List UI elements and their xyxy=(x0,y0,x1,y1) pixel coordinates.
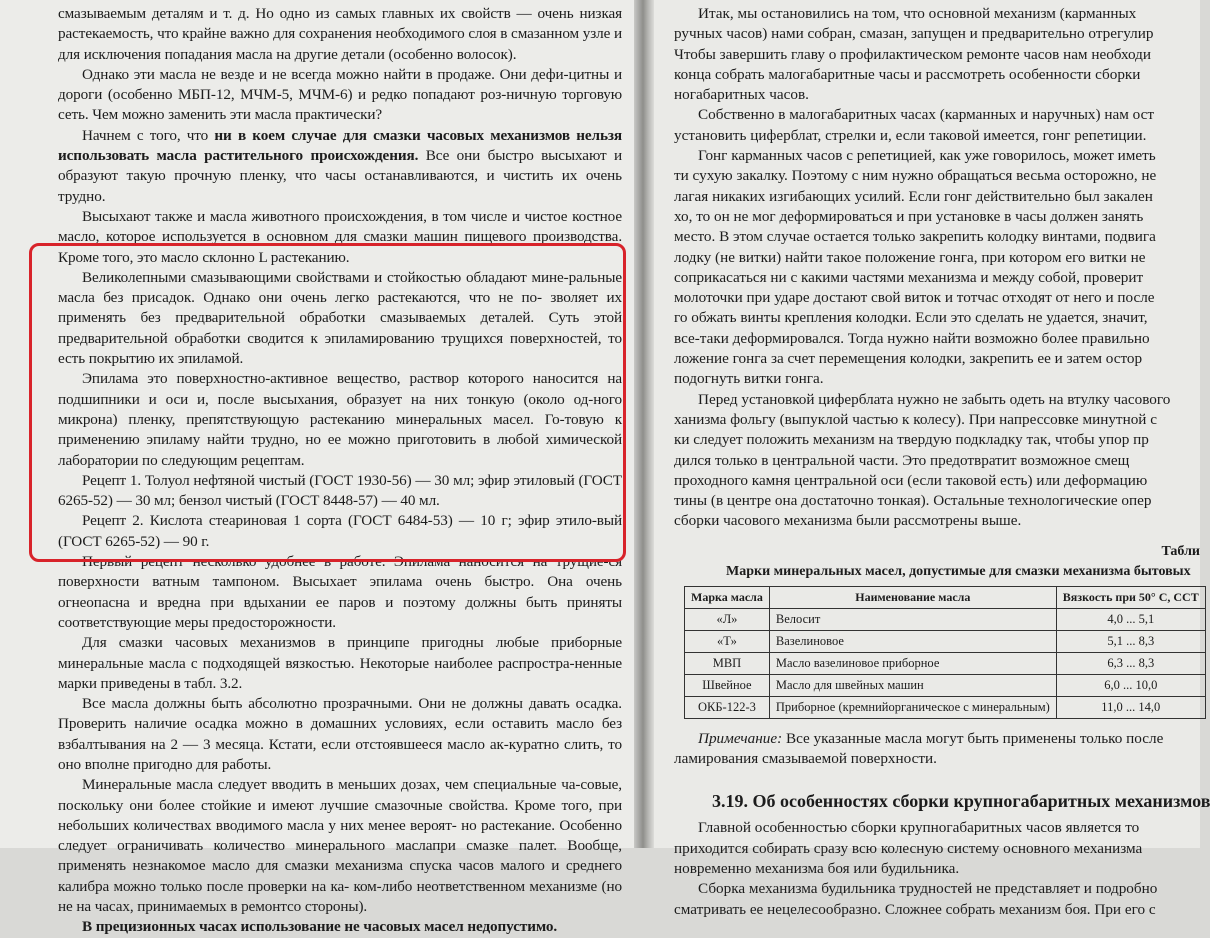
cell-viscosity: 11,0 ... 14,0 xyxy=(1056,696,1205,718)
para-l5-highlighted: Великолепными смазывающими свойствами и стойкостью обладают мине-ральные масла без присадок. Однако они очень легко растекаются, что не по- зволяет их применять без предварительной обработки смазываемых деталей. Суть этой предварительной обработки сводится к эпиламированию трущихся поверхностей, то есть покрытию их эпиламой. xyxy=(58,268,623,368)
right-text-column xyxy=(674,4,1210,920)
para-r1-l4: конца собрать малогабаритные часы и рассмотреть особенности сборки xyxy=(674,65,1141,83)
cell-grade: «Л» xyxy=(685,608,770,630)
para-r4-l4: дился только в центральной части. Это предотвратит возможное смещ xyxy=(674,451,1130,469)
oil-grades-table xyxy=(684,586,1206,719)
para-l1: смазываемым деталям и т. д. Но одно из самых главных их свойств — очень низкая растекаемость, что крайне важно для сохранения необходимого слоя в смазанном узле и для исключения попадания масла на другие детали (особенно волосок). xyxy=(58,5,623,63)
table-note: Примечание: Все указанные масла могут быть применены только после xyxy=(698,729,1164,747)
para-l4: Высыхают также и масла животного происхождения, в том числе и чистое костное масло, которое используется в основном для смазки машин пищевого производства. Кроме того, это масло склонно L растеканию. xyxy=(58,207,623,266)
para-r3-l10: все-таки деформировался. Тогда нужно найти возможно более правильно xyxy=(674,329,1150,347)
table-caption: Марки минеральных масел, допустимые для смазки механизма бытовых xyxy=(726,563,1191,579)
cell-grade: «Т» xyxy=(685,630,770,652)
table-row xyxy=(685,608,1206,630)
cell-name: Велосит xyxy=(769,608,1056,630)
cell-grade: Швейное xyxy=(685,674,770,696)
note-label: Примечание: xyxy=(698,729,783,747)
header-grade: Марка масла xyxy=(685,586,770,608)
para-l11: Все масла должны быть абсолютно прозрачными. Они не должны давать осадка. Проверить наличие осадка можно в домашних условиях, если оставить масло без взбалтывания на 2 — 3 месяца. Кстати, если отстоявшееся масло ак-куратно слить, то оно вполне пригодно для работы. xyxy=(58,695,623,773)
table-header-row xyxy=(685,586,1206,608)
para-r3-l3: лагая никаких изгибающих усилий. Если гонг действительно был закален xyxy=(674,187,1153,205)
para-r4-l7: сборки часового механизма были рассмотрены выше. xyxy=(674,512,1022,530)
cell-grade: МВП xyxy=(685,652,770,674)
table-row xyxy=(685,696,1206,718)
para-r1-l5: ногабаритных часов. xyxy=(674,86,809,104)
para-l2: Однако эти масла не везде и не всегда можно найти в продаже. Они дефи-цитны и дороги (особенно МБП-12, МЧМ-5, МЧМ-6) и редко попадают роз-ничную торговую сеть. Чем можно заменить эти масла практически? xyxy=(58,65,623,124)
para-l9-highlighted: Первый рецепт несколько удобнее в работе. Эпилама наносится на трущие-ся поверхности ватным тампоном. Высыхает эпилама очень быстро. Она очень огнеопасна и вредна при вдыхании ее паров и поэтому должны быть приняты соответствующие меры предосторожности. xyxy=(58,553,622,631)
cell-grade: ОКБ-122-3 xyxy=(685,696,770,718)
para-r5-l1: Главной особенностью сборки крупногабаритных часов является то xyxy=(698,819,1140,837)
para-l6-highlighted: Эпилама это поверхностно-активное вещество, раствор которого наносится на подшипники и оси и, после высыхания, образует на них тонкую (около од-ного микрона) пленку, препятствующую растеканию минеральных масел. Го-товую к применению эпиламу найти трудно, но ее можно приготовить в любой химической лаборатории по следующим рецептам. xyxy=(58,370,622,469)
table-note-l2: ламирования смазываемой поверхности. xyxy=(674,750,937,768)
recipe-1: Рецепт 1. Толуол нефтяной чистый (ГОСТ 1930-56) — 30 мл; эфир этиловый (ГОСТ 6265-52) — 30 мл; бензол чистый (ГОСТ 8448-57) — 40 мл. xyxy=(58,471,622,510)
para-r4-l6: тины (в центре она достаточно тонкая). Остальные технологические опер xyxy=(674,492,1152,510)
table-row xyxy=(685,674,1206,696)
para-r3-l9: го обжать винты крепления колодки. Если это сделать не удается, значит, xyxy=(674,309,1148,327)
para-r1-l2: ручных часов) нами собран, смазан, запущен и предварительно отрегулир xyxy=(674,25,1154,43)
para-r2-l2: установить циферблат, стрелки и, если таковой имеется, гонг репетиции. xyxy=(674,126,1147,144)
para-r3-l2: ти сухую закалку. Поэтому с ним нужно обращаться весьма осторожно, не xyxy=(674,167,1157,185)
para-r5-l3: новременно механизма боя или будильника. xyxy=(674,859,960,877)
cell-name: Масло вазелиновое приборное xyxy=(769,652,1056,674)
para-l10: Для смазки часовых механизмов в принципе пригодны любые приборные минеральные масла с подходящей вязкостью. Некоторые наиболее распростра-ненные марки приведены в табл. 3.2. xyxy=(58,634,622,692)
left-text-column xyxy=(58,4,622,938)
cell-viscosity: 4,0 ... 5,1 xyxy=(1056,608,1205,630)
para-r3-l8: молоточки при ударе достают свой виток и тотчас отходят от него и после xyxy=(674,289,1155,307)
para-r1-l1: Итак, мы остановились на том, что основной механизм (карманных xyxy=(698,5,1137,22)
cell-viscosity: 6,0 ... 10,0 xyxy=(1056,674,1205,696)
para-r3-l7: соприкасаться ни с какими частями механизма и между собой, проверит xyxy=(674,268,1144,286)
para-l13: В прецизионных часах использование не часовых масел недопустимо. xyxy=(82,918,558,936)
para-r3-l1: Гонг карманных часов с репетицией, как уже говорилось, может иметь xyxy=(698,147,1156,165)
cell-name: Масло для швейных машин xyxy=(769,674,1056,696)
right-page xyxy=(654,0,1210,918)
para-r5-l2: приходится собирать сразу всю колесную систему основного механизма xyxy=(674,839,1143,857)
table-number: Табли xyxy=(1161,543,1200,559)
para-r3-l12: подогнуть витки гонга. xyxy=(674,370,824,388)
para-r3-l6: лодку (не витки) найти такое положение гонга, при котором его витки не xyxy=(674,248,1146,266)
para-r3-l5: место. В этом случае остается только закрепить колодку винтами, подвига xyxy=(674,228,1156,246)
cell-viscosity: 6,3 ... 8,3 xyxy=(1056,652,1205,674)
cell-name: Приборное (кремнийорганическое с минеральным) xyxy=(769,696,1056,718)
header-name: Наименование масла xyxy=(769,586,1056,608)
recipe-2: Рецепт 2. Кислота стеариновая 1 сорта (ГОСТ 6484-53) — 10 г; эфир этило-вый (ГОСТ 6265-52) — 90 г. xyxy=(58,512,622,550)
cell-viscosity: 5,1 ... 8,3 xyxy=(1056,630,1205,652)
para-l12: Минеральные масла следует вводить в меньших дозах, чем специальные ча-совые, поскольку они более стойкие и имеют лучшие смазочные свойства. Кроме того, при небольших количествах вводимого масла у них менее вероят- но растекание. Особенно следует ограничивать количество минерального маслапри смазке палет. Вообще, применять незнакомое масло для смазки механизма спуска часов малого и среднего калибра можно только после проверки на ка- ком-либо неответственном механизме (но не на часах, принимаемых в ремонтсо стороны). xyxy=(58,776,622,916)
para-r4-l5: проходного камня центральной оси (если таковой есть) или деформацию xyxy=(674,471,1148,489)
para-r6-l2: сматривать ее нецелесообразно. Сложнее собрать механизм боя. При его с xyxy=(674,900,1156,918)
table-row xyxy=(685,652,1206,674)
para-l3: Начнем с того, что ни в коем случае для смазки часовых механизмов нельзя использовать масла растительного происхождения. Все они быстро высыхают и образуют такую прочную пленку, что часы останавливаются, и чистить их очень трудно. xyxy=(58,126,623,205)
header-viscosity: Вязкость при 50° С, ССТ xyxy=(1056,586,1205,608)
para-r4-l1: Перед установкой циферблата нужно не забыть одеть на втулку часового xyxy=(698,390,1171,408)
para-r4-l3: ки следует положить механизм на твердую подкладку так, чтобы упор пр xyxy=(674,431,1149,449)
para-r6-l1: Сборка механизма будильника трудностей не представляет и подробно xyxy=(698,880,1158,898)
book-gutter xyxy=(634,0,654,848)
section-title: 3.19. Об особенностях сборки крупногабаритных механизмов xyxy=(712,791,1210,812)
table-row xyxy=(685,630,1206,652)
para-r3-l4: хо, то он не мог деформироваться и при установке в часы должен занять xyxy=(674,207,1144,225)
para-r4-l2: ханизма фольгу (выпуклой частью к колесу). При напрессовке минутной с xyxy=(674,410,1157,428)
cell-name: Вазелиновое xyxy=(769,630,1056,652)
para-r1-l3: Чтобы завершить главу о профилактическом ремонте часов нам необходи xyxy=(674,45,1151,63)
para-r3-l11: ложение гонга за счет перемещения колодки, закрепить ее и затем остор xyxy=(674,350,1143,368)
para-r2-l1: Собственно в малогабаритных часах (карманных и наручных) нам ост xyxy=(698,106,1155,124)
